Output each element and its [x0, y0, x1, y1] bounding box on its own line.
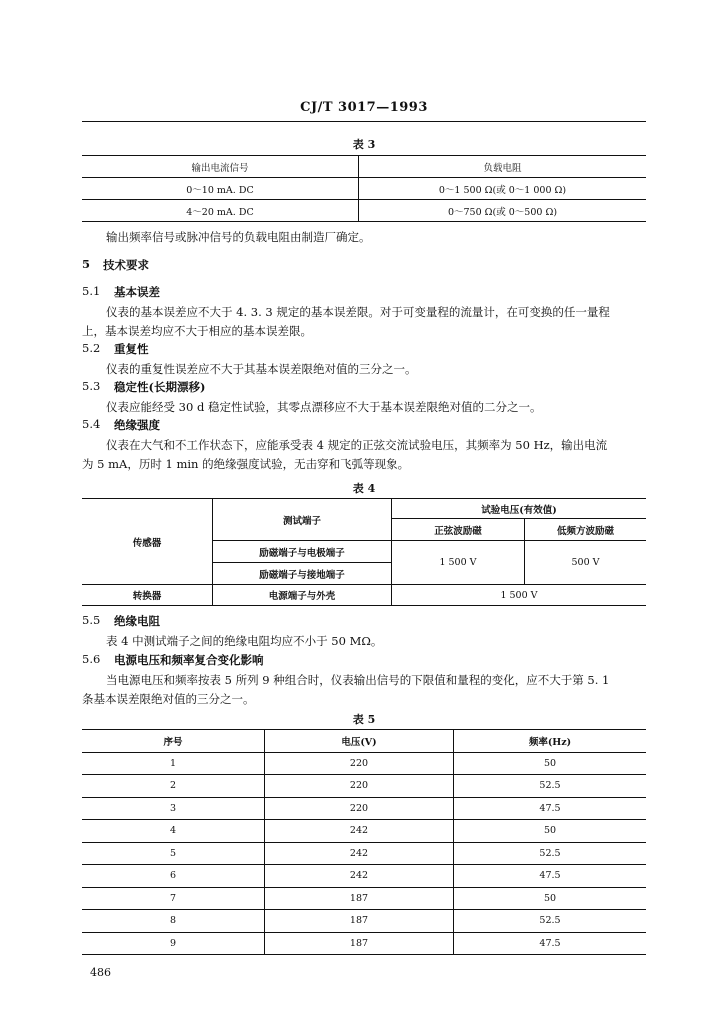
s5-6-number: 5.6	[82, 652, 101, 666]
table-row	[82, 887, 646, 910]
table-row	[82, 178, 646, 200]
s5-4-line2: 为 5 mA，历时 1 min 的绝缘强度试验，无击穿和飞弧等现象。	[82, 457, 410, 471]
table5-header-voltage: 电压(V)	[265, 730, 454, 753]
s5-3-number: 5.3	[82, 379, 101, 393]
table-cell: 5	[82, 842, 265, 865]
table-row	[82, 200, 646, 222]
page-number: 486	[90, 966, 111, 979]
table4-test-terminals-header: 测试端子	[213, 499, 392, 541]
s5-1-line2: 上，基本误差均应不大于相应的基本误差限。	[82, 324, 312, 338]
table-cell: 2	[82, 775, 265, 798]
table-cell: 52.5	[454, 775, 647, 798]
table4	[82, 498, 646, 606]
table-row	[82, 842, 646, 865]
table4-row-excitation-ground: 励磁端子与接地端子	[213, 563, 392, 585]
table-cell: 52.5	[454, 842, 647, 865]
table-cell: 0～1 500 Ω(或 0～1 000 Ω)	[359, 178, 647, 200]
table4-sensor-voltage-sine: 1 500 V	[392, 541, 525, 585]
s5-1-line1: 仪表的基本误差应不大于 4. 3. 3 规定的基本误差限。对于可变量程的流量计，在可变换的任一量程	[106, 305, 610, 319]
table-row	[82, 499, 646, 519]
s5-5-title: 绝缘电阻	[114, 614, 160, 628]
table-cell: 242	[265, 820, 454, 843]
table-row	[82, 585, 646, 606]
table4-test-voltage-header: 试验电压(有效值)	[392, 499, 647, 519]
table3-caption: 表 3	[352, 138, 376, 151]
table-cell: 187	[265, 932, 454, 955]
table3	[82, 155, 646, 222]
table-row	[82, 797, 646, 820]
table4-caption: 表 4	[352, 482, 376, 495]
table-cell: 50	[454, 887, 647, 910]
table-row	[82, 910, 646, 933]
s5-6-line2: 条基本误差限绝对值的三分之一。	[82, 692, 255, 706]
s5-4-line1: 仪表在大气和不工作状态下，应能承受表 4 规定的正弦交流试验电压，其频率为 50 Hz，输出电流	[106, 438, 608, 452]
note-frequency: 输出频率信号或脉冲信号的负载电阻由制造厂确定。	[106, 230, 371, 244]
s5-4-title: 绝缘强度	[114, 418, 160, 432]
table-cell: 52.5	[454, 910, 647, 933]
s5-2-title: 重复性	[114, 342, 149, 356]
table-row	[82, 932, 646, 955]
table-cell: 187	[265, 887, 454, 910]
s5-2-number: 5.2	[82, 341, 101, 355]
table-row	[82, 820, 646, 843]
s5-5-line1: 表 4 中测试端子之间的绝缘电阻均应不小于 50 MΩ。	[106, 634, 383, 648]
section5-number: 5	[82, 257, 91, 271]
table3-header-load: 负载电阻	[483, 162, 522, 174]
s5-2-line1: 仪表的重复性误差应不大于其基本误差限绝对值的三分之一。	[106, 362, 417, 376]
table-row	[82, 865, 646, 888]
table-cell: 50	[454, 752, 647, 775]
table-cell: 220	[265, 752, 454, 775]
table-cell: 4	[82, 820, 265, 843]
table-cell: 1	[82, 752, 265, 775]
table4-sensor-voltage-lowfreq: 500 V	[525, 541, 647, 585]
s5-1-number: 5.1	[82, 284, 101, 298]
header-rule	[82, 121, 646, 122]
table4-sine-header: 正弦波励磁	[392, 519, 525, 541]
table-cell: 47.5	[454, 932, 647, 955]
table5	[82, 729, 646, 955]
s5-3-title: 稳定性(长期漂移)	[114, 380, 206, 394]
table-cell: 0～10 mA. DC	[82, 178, 359, 200]
table-cell: 47.5	[454, 865, 647, 888]
table-row	[82, 730, 646, 753]
table-cell: 4～20 mA. DC	[82, 200, 359, 222]
table-cell: 3	[82, 797, 265, 820]
table5-header-index: 序号	[82, 730, 265, 753]
table3-header-signal: 输出电流信号	[82, 156, 359, 178]
table-cell: 50	[454, 820, 647, 843]
s5-6-title: 电源电压和频率复合变化影响	[114, 653, 264, 667]
page-header: CJ/T 3017—1993	[300, 100, 428, 115]
table-cell: 47.5	[454, 797, 647, 820]
table-row	[82, 156, 646, 178]
s5-4-number: 5.4	[82, 417, 101, 431]
table-row	[82, 775, 646, 798]
table-cell: 220	[265, 775, 454, 798]
table5-caption: 表 5	[352, 713, 376, 726]
s5-3-line1: 仪表应能经受 30 d 稳定性试验，其零点漂移应不大于基本误差限绝对值的二分之一。	[106, 400, 542, 414]
table-cell: 0～750 Ω(或 0～500 Ω)	[359, 200, 647, 222]
s5-6-line1: 当电源电压和频率按表 5 所列 9 种组合时，仪表输出信号的下限值和量程的变化，应不大于第 5. 1	[106, 673, 610, 687]
table4-converter-terminals: 电源端子与外壳	[213, 585, 392, 606]
table4-sensor-label: 传感器	[82, 499, 213, 585]
table-cell: 220	[265, 797, 454, 820]
table-row	[82, 752, 646, 775]
table-cell: 9	[82, 932, 265, 955]
section5-title: 技术要求	[103, 258, 149, 272]
table-cell: 7	[82, 887, 265, 910]
table-cell: 242	[265, 865, 454, 888]
table4-converter-voltage: 1 500 V	[392, 585, 647, 606]
table4-row-excitation-electrode: 励磁端子与电极端子	[213, 541, 392, 563]
table5-header-frequency: 频率(Hz)	[528, 736, 572, 748]
table-cell: 6	[82, 865, 265, 888]
table-cell: 187	[265, 910, 454, 933]
table4-lowfreq-header: 低频方波励磁	[525, 519, 647, 541]
table-cell: 242	[265, 842, 454, 865]
table4-converter-label: 转换器	[82, 585, 213, 606]
s5-5-number: 5.5	[82, 613, 101, 627]
table-cell: 8	[82, 910, 265, 933]
s5-1-title: 基本误差	[114, 285, 160, 299]
